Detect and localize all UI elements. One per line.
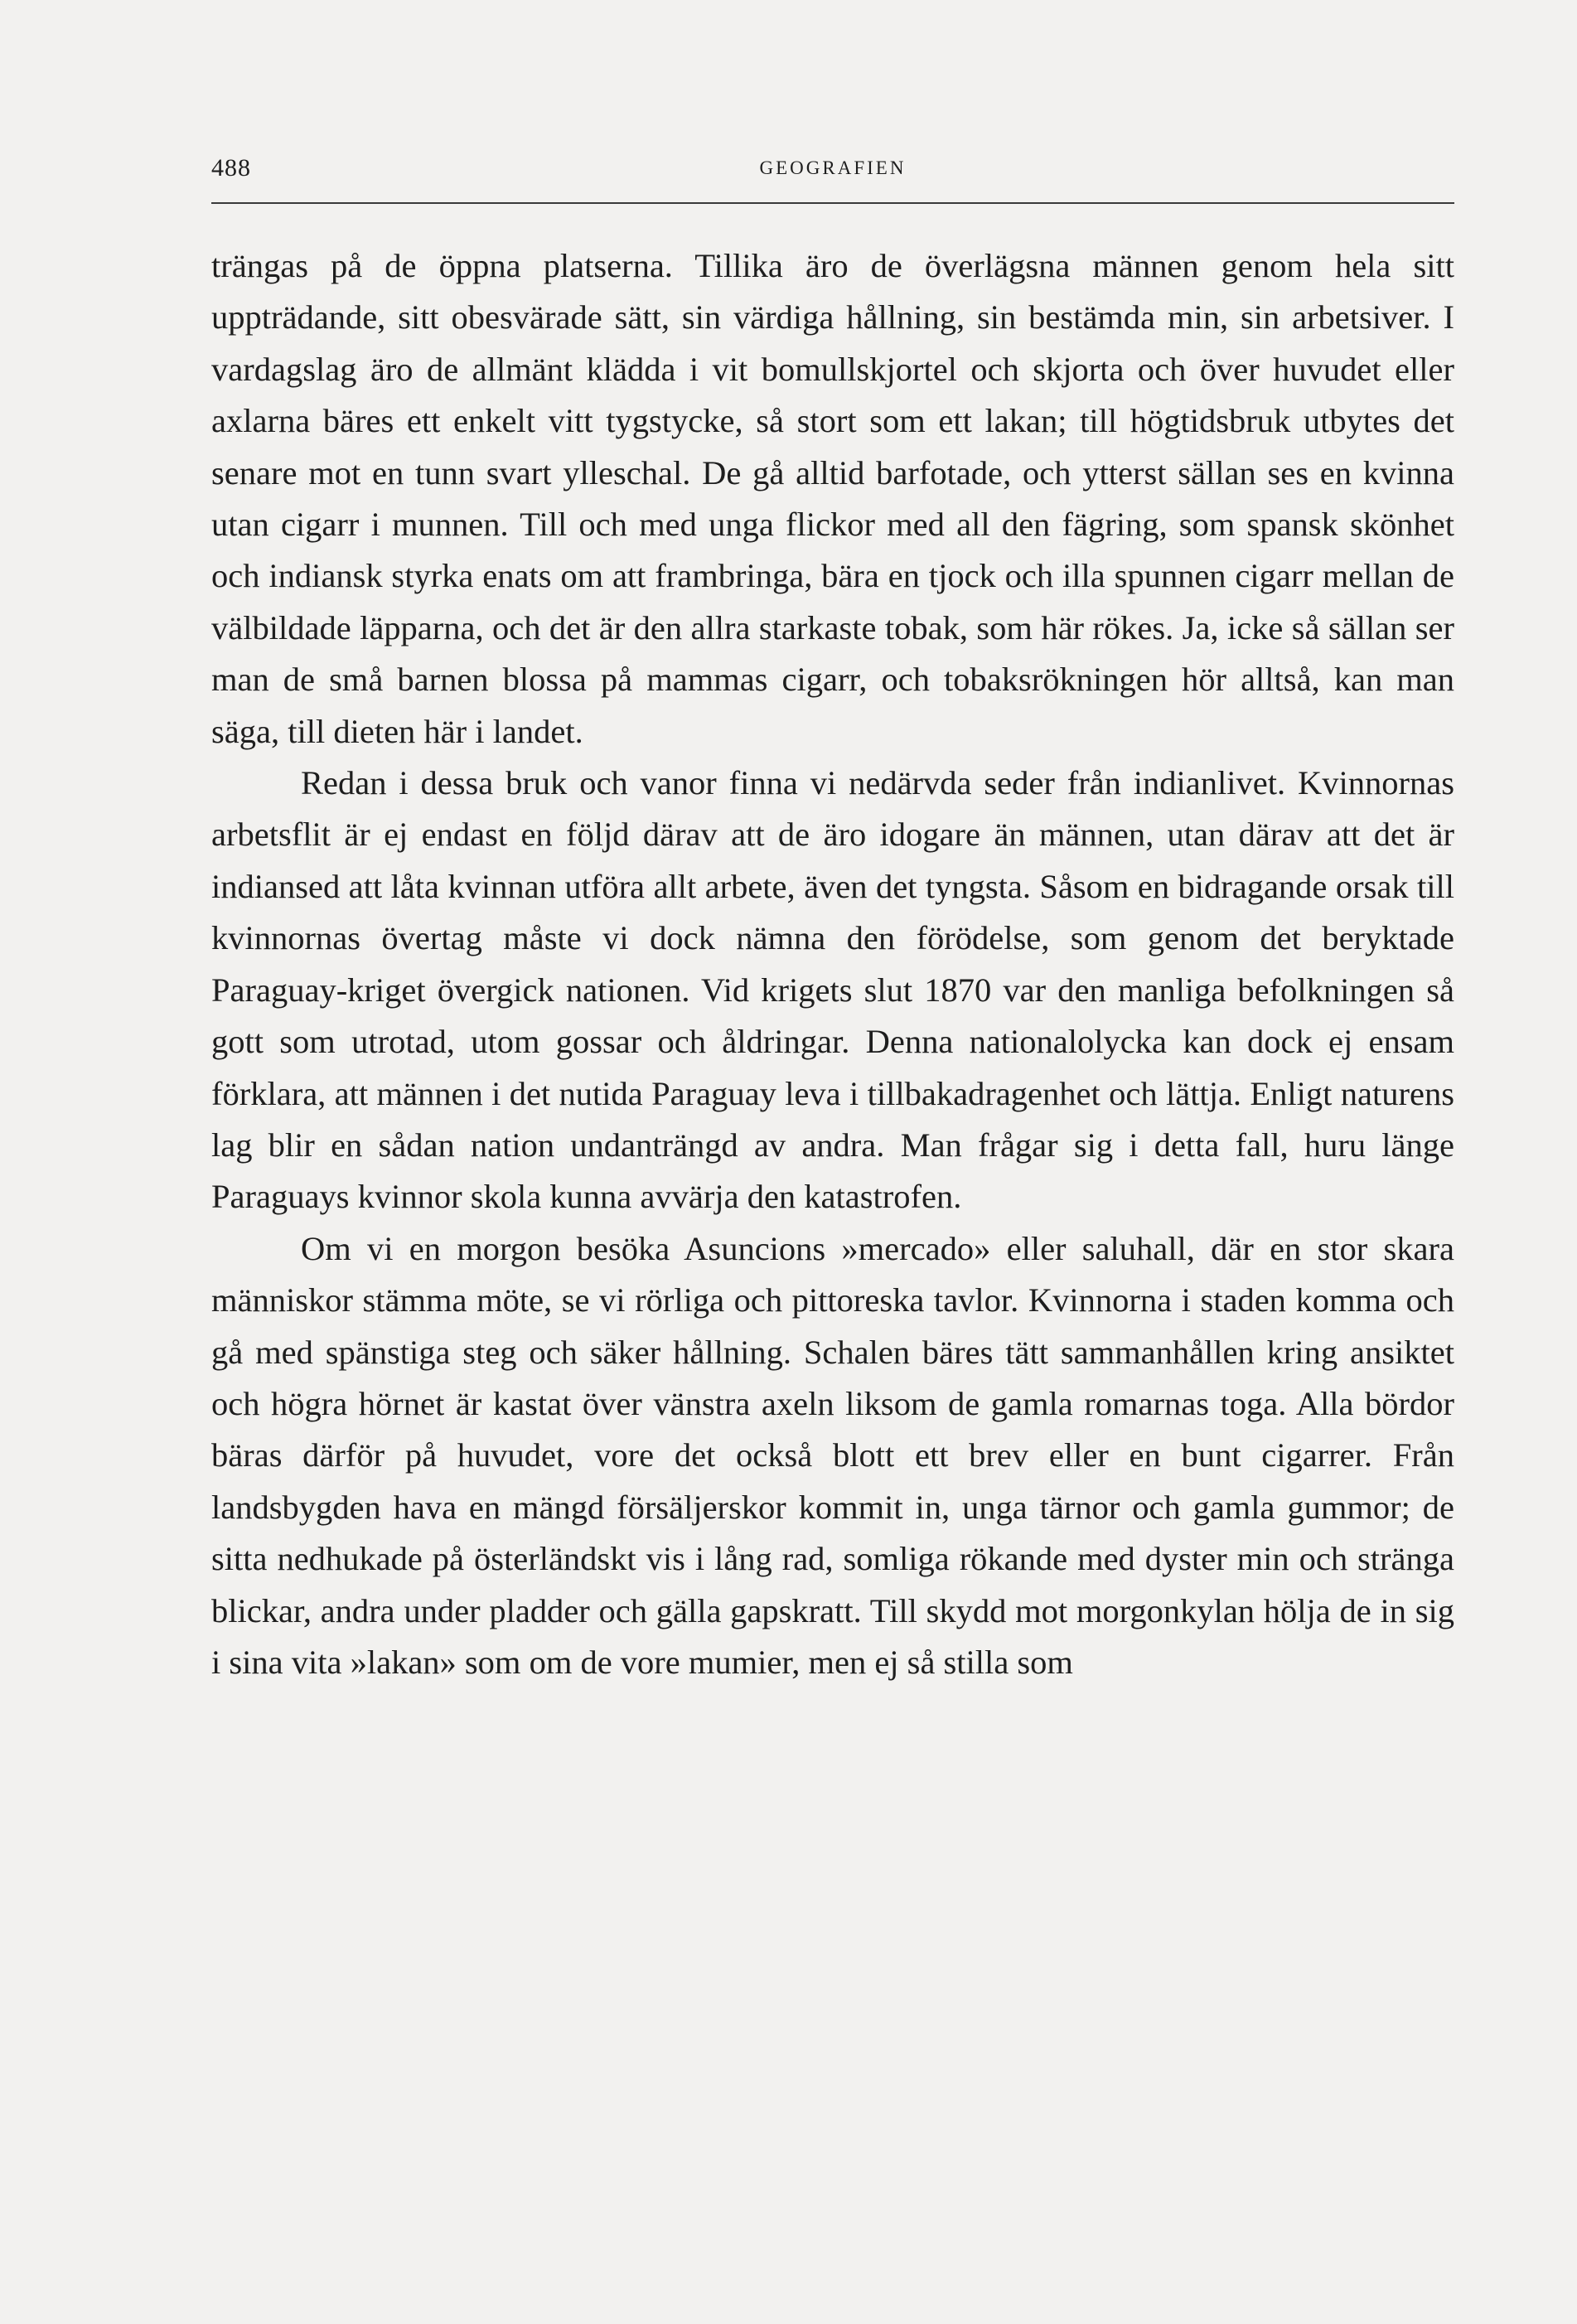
paragraph-1: trängas på de öppna platserna. Tillika äro de överlägsna männen genom hela sitt uppträdande, sitt obesvärade sätt, sin värdiga hållning, sin bestämda min, sin arbetsiver. I vardagslag äro de allmänt klädda i vit bomullskjortel och skjorta och över huvudet eller axlarna bäres ett enkelt vitt tygstycke, så stort som ett lakan; till högtidsbruk utbytes det senare mot en tunn svart ylleschal. De gå alltid barfotade, och ytterst sällan ses en kvinna utan cigarr i munnen. Till och med unga flickor med all den fägring, som spansk skönhet och indiansk styrka enats om att frambringa, bära en tjock och illa spunnen cigarr mellan de välbildade läpparna, och det är den allra starkaste tobak, som här rökes. Ja, icke så sällan ser man de små barnen blossa på mammas cigarr, och tobaksrökningen hör alltså, kan man säga, till dieten här i landet. [211,247,1454,750]
paragraph-2: Redan i dessa bruk och vanor finna vi nedärvda seder från indianlivet. Kvinnornas arbetsflit är ej endast en följd därav att de äro idogare än männen, utan därav att det är indiansed att låta kvinnan utföra allt arbete, även det tyngsta. Såsom en bidragande orsak till kvinnornas övertag måste vi dock nämna den förödelse, som genom det beryktade Paraguay-kriget övergick nationen. Vid krigets slut 1870 var den manliga befolkningen så gott som utrotad, utom gossar och åldringar. Denna nationalolycka kan dock ej ensam förklara, att männen i det nutida Paraguay leva i tillbakadragenhet och lättja. Enligt naturens lag blir en sådan nation undanträngd av andra. Man frågar sig i detta fall, huru länge Paraguays kvinnor skola kunna avvärja den katastrofen. [211,764,1454,1216]
page-number: 488 [211,154,251,182]
running-title: GEOGRAFIEN [759,157,907,178]
header-rule [211,202,1454,204]
body-text [211,240,1454,1688]
paragraph-3: Om vi en morgon besöka Asuncions »mercado» eller saluhall, där en stor skara människor stämma möte, se vi rörliga och pittoreska tavlor. Kvinnorna i staden komma och gå med spänstiga steg och säker hållning. Schalen bäres tätt sammanhållen kring ansiktet och högra hörnet är kastat över vänstra axeln liksom de gamla romarnas toga. Alla bördor bäras därför på huvudet, vore det också blott ett brev eller en bunt cigarrer. Från landsbygden hava en mängd försäljerskor kommit in, unga tärnor och gamla gummor; de sitta nedhukade på österländskt vis i lång rad, somliga rökande med dyster min och stränga blickar, andra under pladder och gälla gapskratt. Till skydd mot morgonkylan hölja de in sig i sina vita »lakan» som om de vore mumier, men ej så stilla som [211,1229,1454,1681]
page-header [211,154,1454,204]
